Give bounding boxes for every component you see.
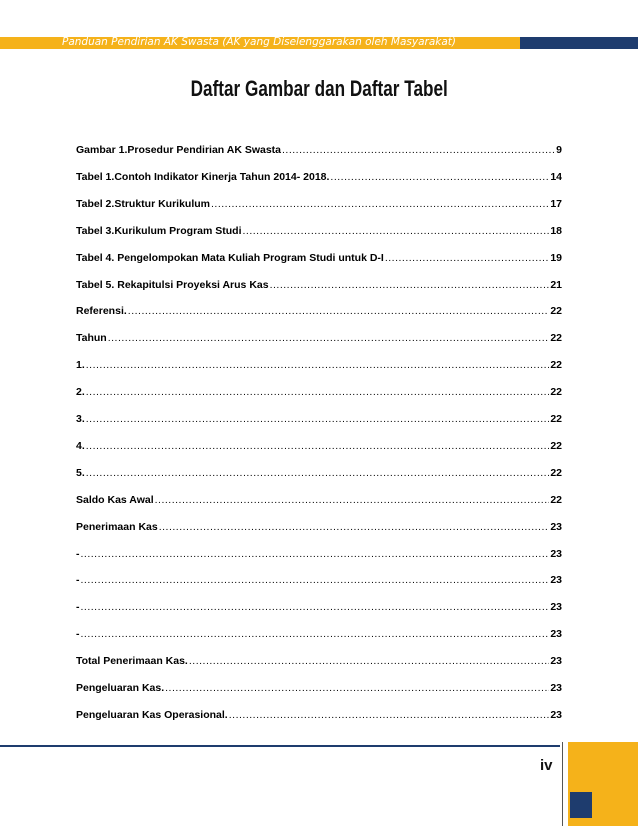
toc-entry-page: 23 [550, 655, 562, 668]
toc-entry[interactable] [76, 225, 562, 241]
toc-entry[interactable] [76, 601, 562, 617]
toc-leader-dots [155, 494, 550, 506]
toc-leader-dots [229, 709, 550, 721]
toc-entry-label: Saldo Kas Awal [76, 493, 154, 506]
toc-entry-page: 22 [550, 332, 562, 345]
toc-leader-dots [165, 682, 549, 694]
running-header: Panduan Pendirian AK Swasta (AK yang Diselenggarakan oleh Masyarakat) [62, 36, 456, 48]
toc-entry-label: 5. [76, 466, 85, 479]
toc-leader-dots [211, 198, 549, 210]
toc-entry[interactable] [76, 252, 562, 268]
toc-entry[interactable] [76, 574, 562, 590]
toc-entry[interactable] [76, 709, 562, 725]
toc-leader-dots [159, 521, 550, 533]
toc-entry-label: - [76, 601, 80, 614]
toc-entry[interactable] [76, 198, 562, 214]
toc-entry-label: Penerimaan Kas [76, 520, 158, 533]
toc-leader-dots [86, 440, 550, 452]
toc-entry-label: Tabel 2.Struktur Kurikulum [76, 197, 210, 210]
toc-entry[interactable] [76, 494, 562, 510]
toc-entry-page: 22 [550, 493, 562, 506]
toc-leader-dots [128, 305, 550, 317]
toc-entry-label: Tabel 4. Pengelompokan Mata Kuliah Program Studi untuk D-I [76, 251, 384, 264]
toc-entry[interactable] [76, 144, 562, 160]
footer-navy-square [570, 792, 592, 818]
toc-entry-page: 19 [550, 251, 562, 264]
toc-entry-page: 23 [550, 547, 562, 560]
toc-entry-label: Gambar 1.Prosedur Pendirian AK Swasta [76, 144, 282, 156]
toc-entry-page: 23 [550, 628, 562, 641]
toc-leader-dots [81, 548, 550, 560]
toc-entry-page: 18 [550, 224, 562, 237]
toc-leader-dots [243, 225, 550, 237]
toc-leader-dots [330, 171, 549, 183]
toc-entry-page: 22 [550, 386, 562, 399]
toc-leader-dots [86, 467, 550, 479]
footer-rule [0, 745, 560, 747]
toc-entry[interactable] [76, 655, 562, 671]
toc-entry-label: - [76, 574, 80, 587]
toc-entry-label: 4. [76, 439, 85, 452]
toc-entry-label: 3. [76, 413, 85, 425]
toc-entry-page: 9 [556, 144, 562, 156]
toc-entry[interactable] [76, 548, 562, 564]
footer-divider [562, 742, 563, 826]
toc-leader-dots [385, 252, 549, 264]
toc-leader-dots [86, 413, 550, 425]
toc-entry-page: 23 [550, 708, 562, 721]
toc-entry-label: Tabel 5. Rekapitulsi Proyeksi Arus Kas [76, 278, 269, 291]
toc-entry[interactable] [76, 386, 562, 402]
toc-entry-page: 22 [550, 359, 562, 372]
toc-entry-page: 23 [550, 520, 562, 533]
toc-entry[interactable] [76, 171, 562, 187]
toc-entry[interactable] [76, 279, 562, 295]
toc-entry-label: Tahun [76, 332, 107, 345]
toc-entry[interactable] [76, 628, 562, 644]
toc-leader-dots [108, 332, 550, 344]
toc-entry[interactable] [76, 682, 562, 698]
toc-entry-page: 21 [550, 278, 562, 291]
toc-leader-dots [81, 628, 550, 640]
toc-entry-label: 1. [76, 359, 85, 372]
toc-entry-page: 22 [550, 305, 562, 318]
toc-entry-label: - [76, 628, 80, 641]
toc-entry[interactable] [76, 332, 562, 348]
toc-entry-label: Total Penerimaan Kas. [76, 655, 188, 668]
toc-entry-page: 22 [550, 413, 562, 425]
toc-entry-label: Tabel 3.Kurikulum Program Studi [76, 224, 242, 237]
toc-entry-label: Tabel 1.Contoh Indikator Kinerja Tahun 2014- 2018. [76, 170, 330, 183]
toc-entry-label: Referensi. [76, 305, 127, 318]
toc-entry-page: 17 [550, 197, 562, 210]
toc-entry-page: 23 [550, 682, 562, 694]
toc-leader-dots [270, 279, 550, 291]
toc-entry[interactable] [76, 359, 562, 375]
header-bar-accent [520, 37, 638, 49]
page-title: Daftar Gambar dan Daftar Tabel [190, 76, 448, 101]
toc-leader-dots [81, 601, 550, 613]
toc-entry[interactable] [76, 305, 562, 321]
toc-entry-label: - [76, 547, 80, 560]
toc-entry[interactable] [76, 413, 562, 429]
page-number: iv [540, 757, 553, 774]
toc-entry-page: 14 [550, 170, 562, 183]
toc-entry[interactable] [76, 467, 562, 483]
toc-entry-page: 23 [550, 601, 562, 614]
toc-leader-dots [81, 574, 550, 586]
toc-entry[interactable] [76, 440, 562, 456]
toc-leader-dots [282, 144, 555, 156]
toc-leader-dots [86, 359, 550, 371]
toc-entry-label: Pengeluaran Kas. [76, 682, 165, 694]
toc-leader-dots [189, 655, 549, 667]
toc-entry-page: 22 [550, 466, 562, 479]
toc-entry[interactable] [76, 521, 562, 537]
toc-entry-label: 2. [76, 386, 85, 399]
toc-entry-page: 22 [550, 439, 562, 452]
toc-entry-label: Pengeluaran Kas Operasional. [76, 708, 228, 721]
toc-leader-dots [86, 386, 550, 398]
toc-entry-page: 23 [550, 574, 562, 587]
